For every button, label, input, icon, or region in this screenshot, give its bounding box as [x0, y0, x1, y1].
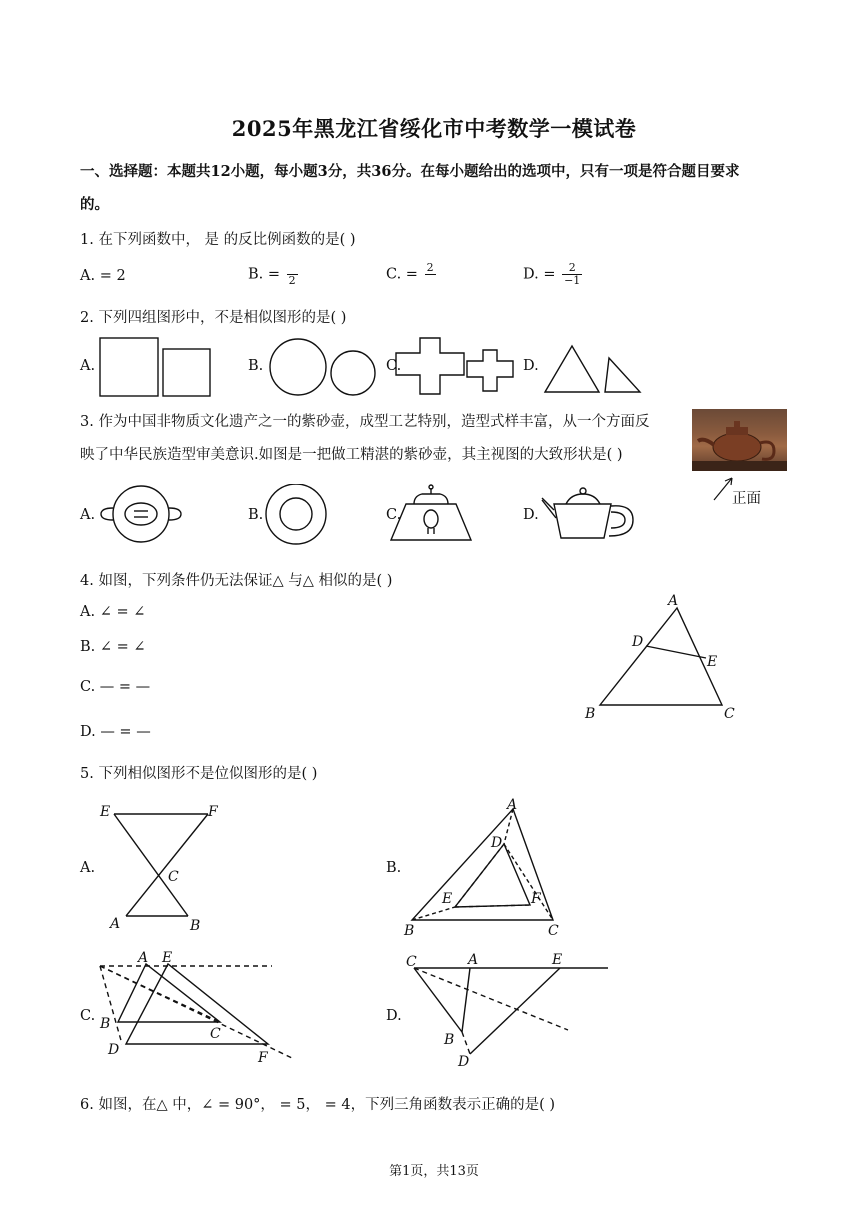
q5-label-a: A.	[80, 860, 96, 876]
q4-label-d: D	[632, 634, 644, 650]
q1-option-a: A. = 2	[80, 268, 126, 284]
svg-text:F: F	[208, 804, 218, 820]
section-heading-line2: 的。	[80, 196, 109, 213]
q2-label-a: A.	[80, 358, 96, 374]
teapot-caption: 正面	[732, 491, 761, 507]
q3-d-figure	[542, 488, 633, 538]
svg-text:B: B	[100, 1016, 111, 1032]
svg-text:D: D	[458, 1054, 470, 1070]
q3-c-figure	[391, 485, 471, 540]
q4-label-b: B	[585, 706, 596, 722]
q4-label-e: E	[707, 654, 718, 670]
q2-label-d: D.	[523, 358, 539, 374]
q2-figures	[95, 336, 655, 398]
q1-option-c	[386, 262, 436, 287]
q2-d-large-triangle	[545, 346, 599, 392]
svg-text:B: B	[190, 918, 201, 934]
svg-text:D: D	[108, 1042, 120, 1058]
q3-view-figures	[96, 484, 641, 546]
q1-option-b-text: B. =	[248, 266, 281, 283]
q1-option-d-num: 2	[562, 262, 582, 275]
q2-c-small-cross	[467, 350, 513, 391]
q4-stem: 4. 如图，下列条件仍无法保证△ 与△ 相似的是( )	[80, 573, 393, 589]
section-heading-line1: 一、选择题：本题共12小题，每小题3分，共36分。在每小题给出的选项中，只有一项是符合题目要求	[80, 163, 740, 180]
q6-stem: 6. 如图，在△ 中，∠ = 90°， = 5， = 4，下列三角函数表示正确的是( )	[80, 1097, 556, 1113]
q2-a-large-square	[100, 338, 158, 396]
q4-label-c: C	[724, 706, 735, 722]
svg-text:C: C	[406, 954, 417, 970]
page-title: 2025年黑龙江省绥化市中考数学一模试卷	[231, 116, 637, 141]
q1-option-c-text: C. =	[386, 266, 418, 283]
svg-text:E: E	[552, 952, 563, 968]
svg-text:A: A	[138, 950, 149, 966]
q1-option-d-den: −1	[564, 274, 581, 287]
q1-option-b-den: 2	[288, 274, 296, 287]
q4-triangle-figure	[580, 592, 740, 722]
q5-stem: 5. 下列相似图形不是位似图形的是( )	[80, 766, 318, 782]
q1-option-d-fraction	[562, 262, 582, 287]
svg-text:C: C	[210, 1026, 221, 1042]
q3-line1: 3. 作为中国非物质文化遗产之一的紫砂壶，成型工艺特别，造型式样丰富，从一个方面反	[80, 414, 650, 430]
svg-text:E: E	[442, 891, 453, 907]
q1-stem: 1. 在下列函数中， 是 的反比例函数的是( )	[80, 232, 356, 248]
q4-triangle-abc	[600, 608, 722, 705]
svg-text:A: A	[507, 797, 518, 813]
q1-option-b-fraction	[287, 262, 298, 287]
q3-label-b: B.	[248, 507, 264, 523]
q5-label-b: B.	[386, 860, 402, 876]
svg-text:A: A	[110, 916, 121, 932]
teapot-photo-drawing	[692, 409, 787, 471]
q5-a-figure	[96, 798, 236, 938]
svg-text:C: C	[168, 869, 179, 885]
q4-label-a: A	[668, 593, 679, 609]
svg-text:E: E	[100, 804, 111, 820]
svg-text:A: A	[468, 952, 479, 968]
q1-option-b	[248, 262, 298, 287]
svg-text:C: C	[548, 923, 559, 939]
q1-option-d-text: D. =	[523, 266, 556, 283]
q3-label-a: A.	[80, 507, 96, 523]
svg-text:B: B	[444, 1032, 455, 1048]
q2-d-small-triangle	[605, 358, 640, 392]
q5-b-figure	[400, 795, 575, 945]
q5-d-figure	[400, 948, 615, 1073]
svg-text:F: F	[531, 891, 541, 907]
q2-label-b: B.	[248, 358, 264, 374]
teapot-photo	[692, 409, 787, 471]
q1-option-c-fraction	[425, 262, 436, 287]
q4-option-c: C. — = —	[80, 679, 151, 695]
q2-a-small-square	[163, 349, 210, 396]
q5-label-d: D.	[386, 1008, 402, 1024]
q2-b-large-circle	[270, 339, 326, 395]
q1-option-d	[523, 262, 582, 287]
q3-a-figure	[101, 486, 181, 542]
q2-b-small-circle	[331, 351, 375, 395]
svg-text:D: D	[491, 835, 503, 851]
q2-stem: 2. 下列四组图形中，不是相似图形的是( )	[80, 310, 347, 326]
svg-text:F: F	[258, 1050, 268, 1066]
q3-line2: 映了中华民族造型审美意识.如图是一把做工精湛的紫砂壶，其主视图的大致形状是( )	[80, 447, 623, 463]
q2-c-large-cross	[396, 338, 464, 394]
q5-c-figure	[96, 948, 306, 1068]
q3-b-figure	[266, 484, 326, 544]
q3-label-d: D.	[523, 507, 539, 523]
svg-text:E: E	[162, 950, 173, 966]
q1-option-c-num: 2	[426, 261, 434, 274]
svg-text:B: B	[404, 923, 415, 939]
q3-label-c: C.	[386, 507, 402, 523]
q4-option-a: A. ∠ = ∠	[80, 604, 146, 620]
q2-label-c: C.	[386, 358, 402, 374]
page-footer: 第1页，共13页	[389, 1164, 479, 1179]
q4-option-b: B. ∠ = ∠	[80, 639, 146, 655]
q4-option-d: D. — = —	[80, 724, 151, 740]
q5-label-c: C.	[80, 1008, 96, 1024]
